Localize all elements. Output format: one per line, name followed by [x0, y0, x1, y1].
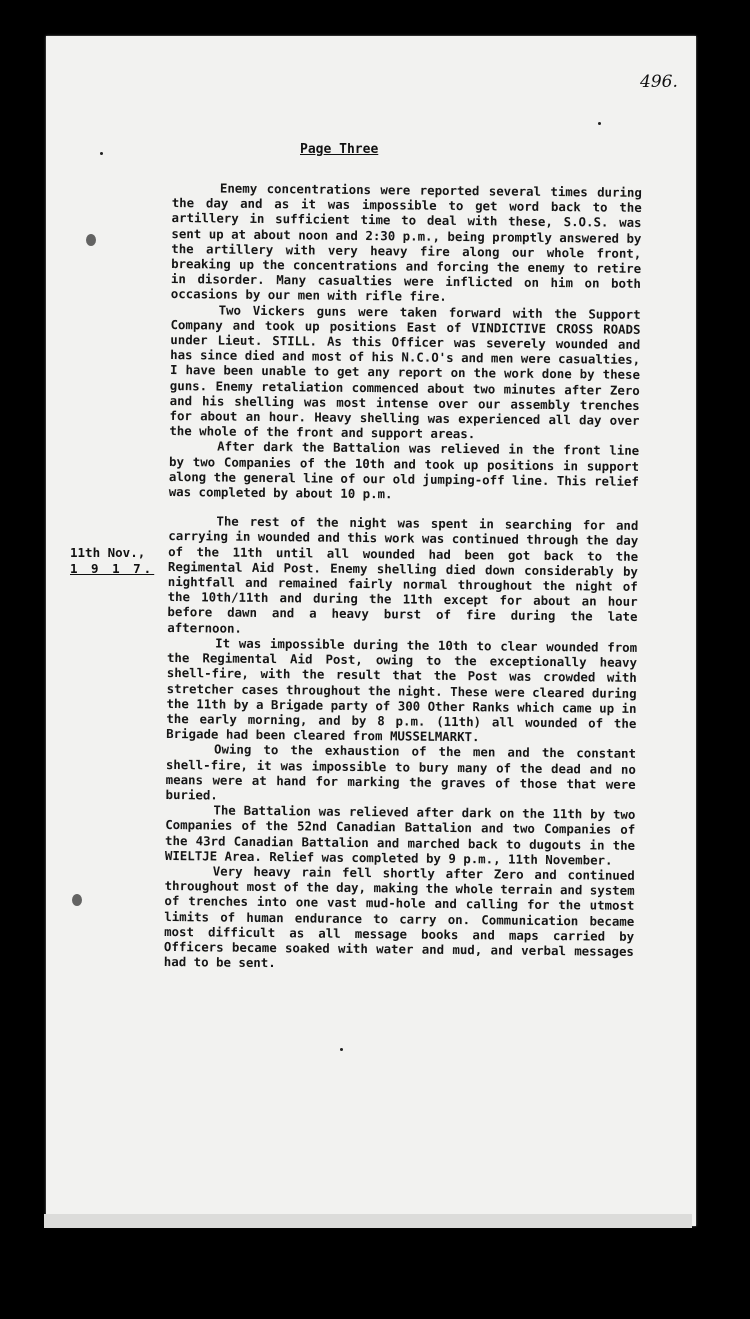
paragraph: After dark the Battalion was relieved in the front line by two Companies of the 10th and took up positions in support along the general line of our old jumping-off line. This relief was completed by about 10 p.m. — [168, 438, 640, 502]
speck-mark — [340, 1048, 343, 1051]
paragraph: Owing to the exhaustion of the men and the constant shell-fire, it was impossible to bury many of the dead and no means were at hand for marking the graves of those that were buried. — [165, 741, 637, 803]
page-title: Page Three — [300, 142, 379, 157]
paragraph: The Battalion was relieved after dark on the 11th by two Companies of the 52nd Canadian Battalion and two Companies of the 43rd Canadian Battalion and marched back to dugouts in the WIELTJE Area. Relief was completed by 9 p.m., 11th November. — [164, 802, 636, 868]
speck-mark — [100, 152, 103, 155]
paragraph: Two Vickers guns were taken forward with the Support Company and took up positions East of VINDICTIVE CROSS ROADS under Lieut. STILL. As this Officer was severely wounded and has since died and most of his N.C.O's and men were casualties, I have been unable to get any report on the work done by these guns. Enemy retaliation commenced about two minutes after Zero and his shelling was most intense over our assembly trenches for about an hour. Heavy shelling was experienced all day over the whole of the front and support areas. — [169, 302, 641, 442]
paragraph: Very heavy rain fell shortly after Zero and continued throughout most of the day, making the whole terrain and system of trenches into one vast mud-hole and calling for the utmost limits of human endurance to carry on. Communication became most difficult as all message books and maps carried by Officers became soaked with water and mud, and verbal messages had to be sent. — [163, 863, 635, 971]
folio-number: 496. — [640, 72, 678, 92]
speck-mark — [598, 122, 601, 125]
paragraph: It was impossible during the 10th to clear wounded from the Regimental Aid Post, owing to the exceptionally heavy shell-fire, with the result that the Post was crowded with stretcher cases throughout the night. These were cleared during the 11th by a Brigade party of 300 Other Ranks which came up in the early morning, and by 8 p.m. (11th) all wounded of the Brigade had been cleared from MUSSELMARKT. — [166, 635, 638, 745]
punch-hole-icon — [86, 234, 96, 246]
margin-date-year: 1 9 1 7. — [70, 561, 155, 576]
margin-date-day: 11th Nov., — [70, 545, 146, 560]
paragraph: The rest of the night was spent in searching for and carrying in wounded and this work was continued through the day of the 11th until all wounded had been got back to the Regimental Aid Post. Enemy shelling died down considerably by nightfall and remained fairly normal throughout the night of the 10th/11th and during the 11th except for about an hour before dawn and a heavy burst of fire during the late afternoon. — [167, 513, 639, 636]
page-bottom-edge — [44, 1214, 692, 1228]
paragraph: Enemy concentrations were reported several times during the day and as it was impossible to get word back to the artillery in sufficient time to deal with these, S.O.S. was sent up at about noon and 2:30 p.m., being promptly answered by the artillery with very heavy fire along our whole front, breaking up the concentrations and forcing the enemy to retire in disorder. Many casualties were inflicted on him on both occasions by our men with rifle fire. — [170, 180, 642, 305]
punch-hole-icon — [72, 894, 82, 906]
margin-date — [70, 545, 154, 577]
body-text — [164, 180, 642, 974]
